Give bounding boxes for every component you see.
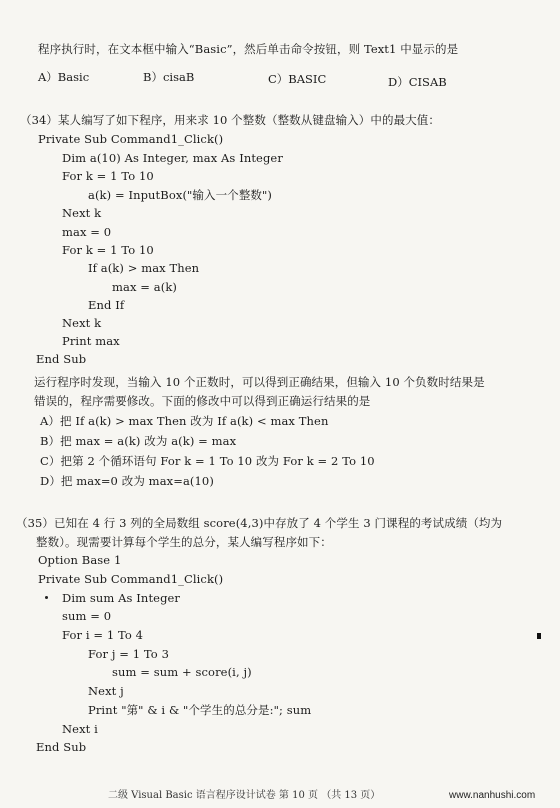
code-line: Print "第" & i & "个学生的总分是:"; sum: [88, 703, 312, 717]
scan-speck: [45, 596, 48, 599]
code-line: Option Base 1: [38, 553, 122, 567]
code-line: Dim sum As Integer: [62, 591, 181, 605]
code-line: sum = 0: [62, 609, 112, 623]
question-34-description: 错误的，程序需要修改。下面的修改中可以得到正确运行结果的是: [34, 394, 371, 408]
code-line: sum = sum + score(i, j): [112, 665, 252, 679]
q33-option-c: C）BASIC: [268, 72, 327, 86]
code-line: Private Sub Command1_Click(): [38, 572, 224, 586]
question-35-stem: 整数）。现需要计算每个学生的总分，某人编写程序如下：: [36, 535, 332, 549]
code-line: Next i: [62, 722, 98, 736]
question-35-stem: （35）已知在 4 行 3 列的全局数组 score(4,3)中存放了 4 个学生 3 门课程的考试成绩（均为: [16, 516, 503, 530]
q33-option-d: D）CISAB: [388, 75, 447, 89]
scan-speck: [537, 633, 541, 639]
code-line: End Sub: [36, 352, 87, 366]
q33-option-a: A）Basic: [38, 70, 90, 84]
code-line: For k = 1 To 10: [62, 243, 154, 257]
question-34-description: 运行程序时发现，当输入 10 个正数时，可以得到正确结果，但输入 10 个负数时结果是: [34, 375, 485, 389]
watermark-site: www.nanhushi.com: [449, 790, 536, 801]
code-line: For k = 1 To 10: [62, 169, 154, 183]
code-line: End If: [88, 298, 125, 312]
q34-option-b: B）把 max = a(k) 改为 a(k) = max: [40, 434, 237, 448]
question-33-text: 程序执行时，在文本框中输入“Basic”，然后单击命令按钮，则 Text1 中显示的是: [38, 42, 459, 56]
q34-option-a: A）把 If a(k) > max Then 改为 If a(k) < max Then: [40, 414, 329, 428]
code-line: max = a(k): [112, 280, 177, 294]
code-line: Dim a(10) As Integer, max As Integer: [62, 151, 283, 165]
code-line: For j = 1 To 3: [88, 647, 169, 661]
code-line: Private Sub Command1_Click(): [38, 132, 224, 146]
code-line: a(k) = InputBox("输入一个整数"): [88, 188, 272, 202]
code-line: Print max: [62, 334, 120, 348]
question-34-stem: （34）某人编写了如下程序，用来求 10 个整数（整数从键盘输入）中的最大值：: [20, 113, 440, 127]
code-line: End Sub: [36, 740, 87, 754]
q34-option-c: C）把第 2 个循环语句 For k = 1 To 10 改为 For k = 2 To 10: [40, 454, 375, 468]
q34-option-d: D）把 max=0 改为 max=a(10): [40, 474, 214, 488]
code-line: Next k: [62, 316, 102, 330]
code-line: For i = 1 To 4: [62, 628, 144, 642]
page-footer: 二级 Visual Basic 语言程序设计试卷 第 10 页 （共 13 页）: [108, 790, 381, 801]
q33-option-b: B）cisaB: [143, 70, 195, 84]
code-line: max = 0: [62, 225, 112, 239]
code-line: Next k: [62, 206, 102, 220]
code-line: Next j: [88, 684, 124, 698]
code-line: If a(k) > max Then: [88, 261, 200, 275]
